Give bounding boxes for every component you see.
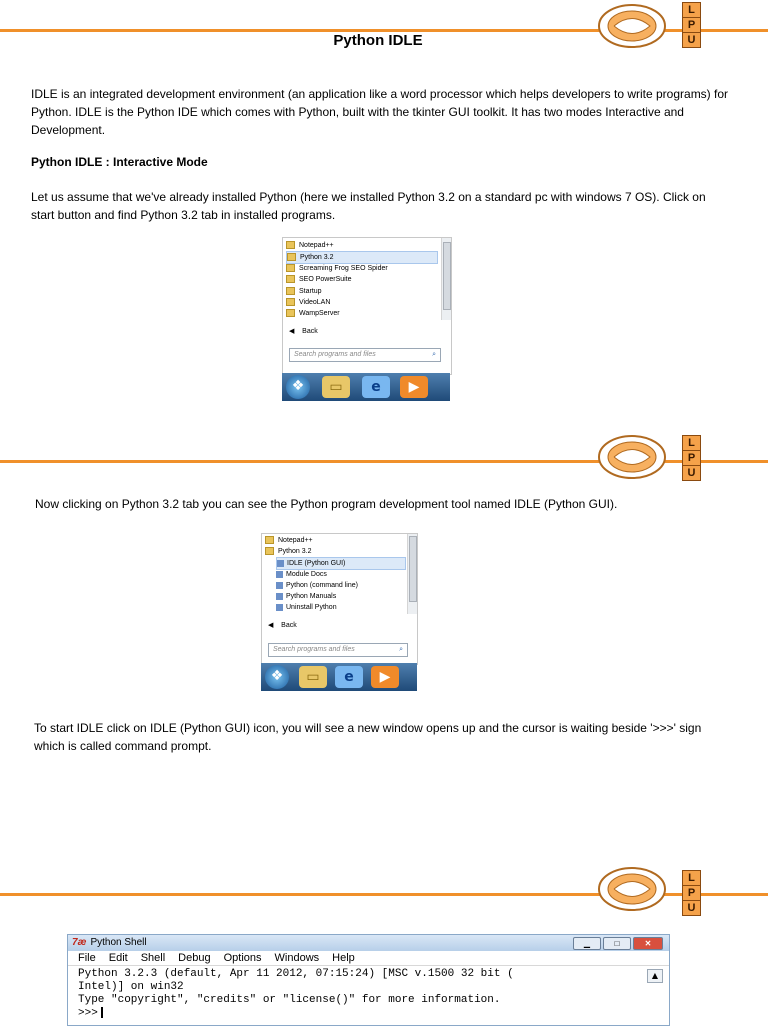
university-seal-icon (597, 434, 667, 480)
menu-item[interactable]: Uninstall Python (276, 602, 337, 613)
menu-item[interactable]: Python (command line) (276, 580, 358, 591)
section-heading (31, 153, 731, 171)
folder-taskbar-icon[interactable]: ▭ (322, 376, 350, 398)
menu-scrollbar[interactable] (441, 238, 451, 320)
ie-browser-icon[interactable]: e (362, 376, 390, 398)
menu-help[interactable]: Help (332, 952, 355, 964)
shell-console[interactable] (68, 966, 669, 1020)
page-title: Python IDLE (333, 32, 423, 49)
menu-shell[interactable]: Shell (140, 952, 166, 964)
folder-icon (286, 287, 295, 295)
taskbar-1 (282, 373, 450, 401)
start-menu-2 (261, 533, 418, 665)
idle-icon (277, 560, 284, 567)
menu-debug[interactable]: Debug (178, 952, 211, 964)
menu-item-idle[interactable]: IDLE (Python GUI) (276, 557, 406, 570)
uninstall-icon (276, 604, 283, 611)
ie-browser-icon[interactable]: e (335, 666, 363, 688)
media-player-icon[interactable]: ▶ (371, 666, 399, 688)
back-button[interactable]: ◀ Back (268, 622, 297, 629)
media-player-icon[interactable]: ▶ (400, 376, 428, 398)
menu-item[interactable]: Startup (286, 286, 322, 297)
install-paragraph: Let us assume that we've already installed Python (here we installed Python 3.2 on a standard pc with windows 7 OS). Click on start button and find Python 3.2 tab in installed programs. (31, 190, 706, 222)
folder-icon (286, 264, 295, 272)
windows-start-icon[interactable]: ❖ (286, 375, 310, 399)
manual-icon (276, 593, 283, 600)
menu-file[interactable]: File (78, 952, 96, 964)
close-button[interactable]: ✕ (633, 937, 663, 950)
folder-icon (286, 298, 295, 306)
menu-item[interactable]: WampServer (286, 308, 340, 319)
logo-letter-u: U (682, 33, 701, 48)
menu-item[interactable]: Screaming Frog SEO Spider (286, 263, 388, 274)
intro-paragraph: IDLE is an integrated development environment (an application like a word processor which helps developers to write programs) for Python. IDLE is the Python IDE which comes with Python, built with the tkinter GUI toolkit. It has two modes Interactive and Development. (31, 87, 729, 137)
menu-item[interactable]: Module Docs (276, 569, 327, 580)
search-icon: ⌕ (432, 351, 436, 358)
search-icon: ⌕ (399, 646, 403, 653)
logo-letter-p: P (682, 18, 701, 33)
menu-item[interactable]: Notepad++ (286, 240, 334, 251)
menu-item[interactable]: Notepad++ (265, 535, 313, 546)
minimize-button[interactable]: ▁ (573, 937, 601, 950)
lpu-logo: L P U (682, 435, 701, 481)
folder-icon (265, 547, 274, 555)
folder-icon (286, 275, 295, 283)
menu-windows[interactable]: Windows (274, 952, 320, 964)
back-button[interactable]: ◀ Back (289, 328, 318, 335)
taskbar-2 (261, 663, 417, 691)
shell-title: Python Shell (90, 937, 147, 948)
console-line: Type "copyright", "credits" or "license()" for more information. (78, 994, 501, 1006)
command-prompt[interactable]: >>> (78, 1007, 639, 1020)
click-tab-paragraph: Now clicking on Python 3.2 tab you can see the Python program development tool named IDLE (Python GUI). (35, 497, 618, 511)
search-input[interactable]: Search programs and files ⌕ (268, 643, 408, 657)
shell-menubar (68, 951, 669, 966)
console-line: Intel)] on win32 (78, 981, 184, 993)
python-logo-icon: 7æ (72, 937, 87, 948)
folder-icon (265, 536, 274, 544)
lpu-logo: L P U (682, 870, 701, 916)
docs-icon (276, 571, 283, 578)
maximize-button[interactable]: □ (603, 937, 631, 950)
menu-item[interactable]: SEO PowerSuite (286, 274, 352, 285)
menu-options[interactable]: Options (223, 952, 262, 964)
folder-taskbar-icon[interactable]: ▭ (299, 666, 327, 688)
scroll-up-button[interactable]: ▲ (647, 969, 663, 983)
menu-scrollbar[interactable] (407, 534, 417, 614)
section-heading-text: Python IDLE : Interactive Mode (31, 155, 208, 169)
menu-item[interactable]: Python Manuals (276, 591, 336, 602)
search-input[interactable]: Search programs and files ⌕ (289, 348, 441, 362)
folder-icon (287, 253, 296, 261)
console-line: Python 3.2.3 (default, Apr 11 2012, 07:15:24) [MSC v.1500 32 bit ( (78, 968, 514, 980)
start-idle-paragraph: To start IDLE click on IDLE (Python GUI) icon, you will see a new window opens up and the cursor is waiting beside '>>>' sign which is called command prompt. (34, 721, 702, 753)
menu-item[interactable]: Python 3.2 (265, 546, 311, 557)
menu-item-python[interactable]: Python 3.2 (286, 251, 438, 264)
menu-edit[interactable]: Edit (108, 952, 128, 964)
start-menu-1 (282, 237, 452, 375)
python-icon (276, 582, 283, 589)
text-cursor (101, 1007, 103, 1018)
python-shell-window (67, 934, 670, 1026)
menu-item[interactable]: VideoLAN (286, 297, 330, 308)
folder-icon (286, 309, 295, 317)
windows-start-icon[interactable]: ❖ (265, 665, 289, 689)
folder-icon (286, 241, 295, 249)
logo-letter-l: L (682, 2, 701, 18)
university-seal-icon (597, 866, 667, 912)
